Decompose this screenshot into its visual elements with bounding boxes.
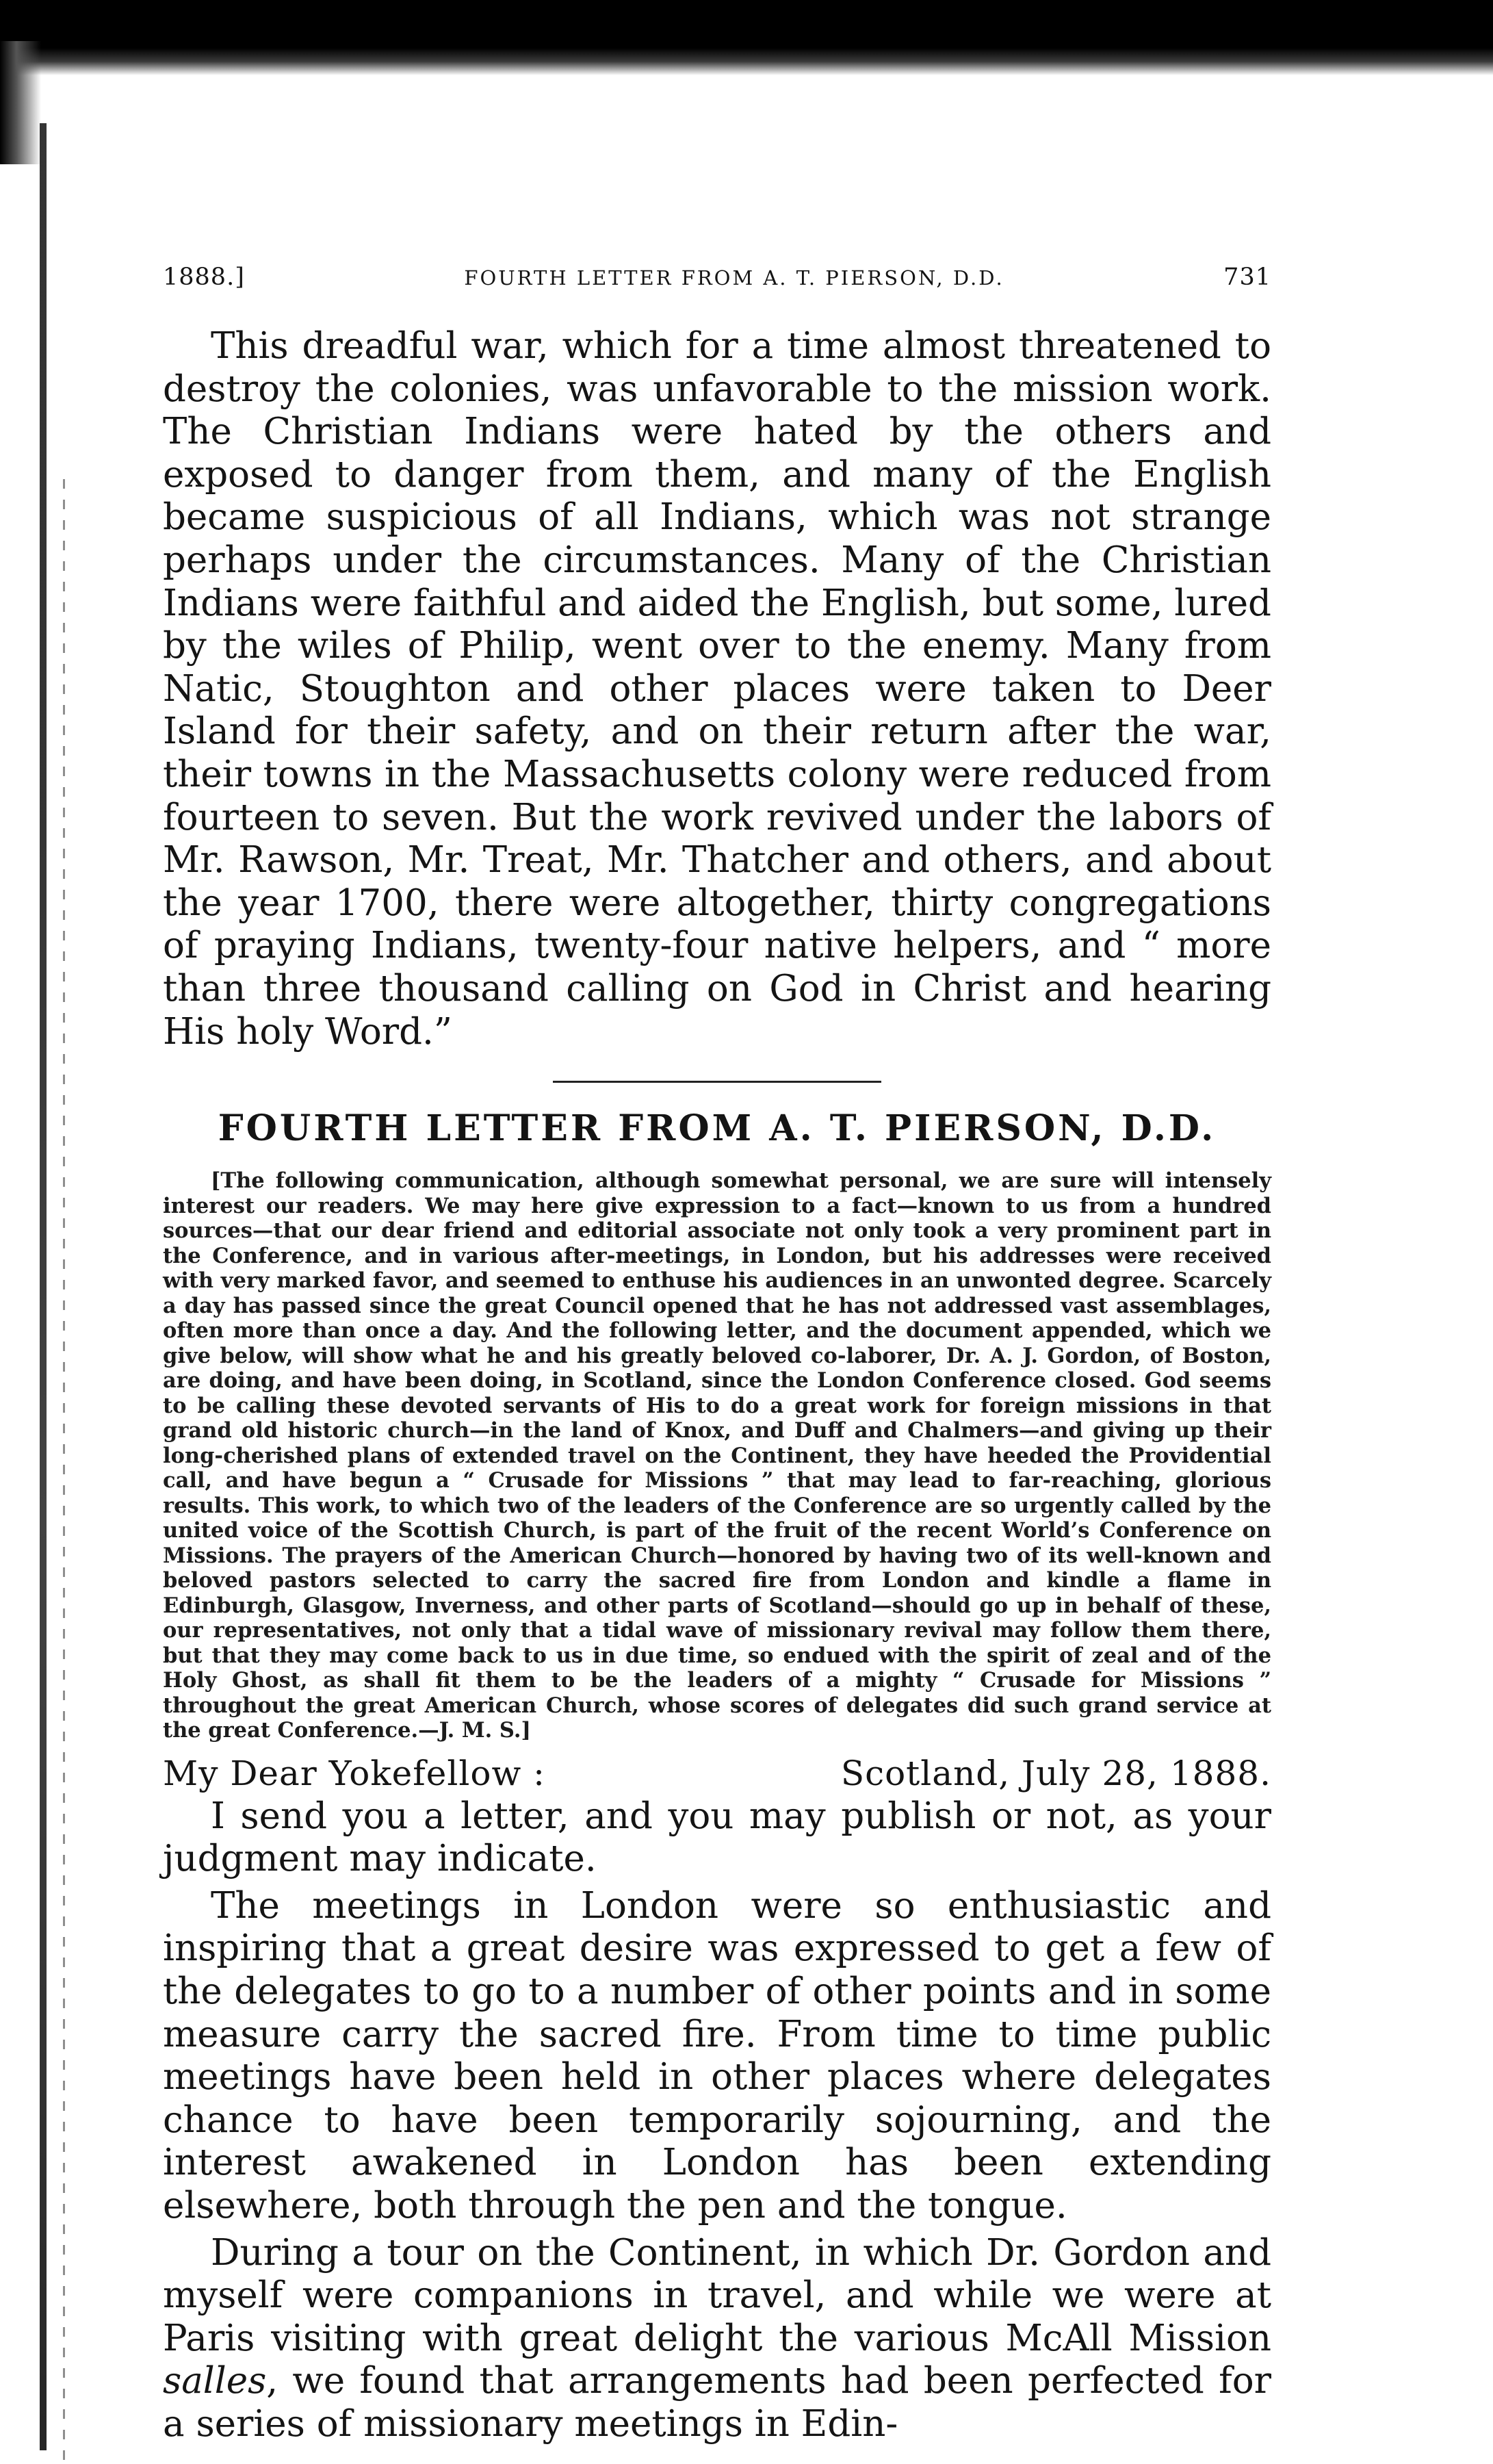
letter-paragraph-3 xyxy=(163,2232,1271,2446)
section-divider xyxy=(553,1081,881,1083)
paragraph-war: This dreadful war, which for a time almost threatened to destroy the colonies, was unfavorable to the mission work. The Christian Indians were hated by the others and exposed to danger from them, and many of the English became suspicious of all Indians, which was not strange perhaps under the circumstances. Many of the Christian Indians were faithful and aided the English, but some, lured by the wiles of Philip, went over to the enemy. Many from Natic, Stoughton and other places were taken to Deer Island for their safety, and on their return after the war, their towns in the Massachusetts colony were reduced from fourteen to seven. But the work revived under the labors of Mr. Rawson, Mr. Treat, Mr. Thatcher and others, and about the year 1700, there were altogether, thirty congregations of praying Indians, twenty-four native helpers, and “ more than three thousand calling on God in Christ and hearing His holy Word.” xyxy=(163,325,1271,1053)
page-content xyxy=(163,264,1271,2446)
letter-paragraph-2: The meetings in London were so enthusiastic and inspiring that a great desire was expressed to get a few of the delegates to go to a number of other points and in some measure carry the sacred fire. From time to time public meetings have been held in other places where delegates chance to have been temporarily sojourning, and the interest awakened in London has been extending elsewhere, both through the pen and the tongue. xyxy=(163,1884,1271,2226)
letter-paragraph-1: I send you a letter, and you may publish or not, as your judgment may indicate. xyxy=(163,1795,1271,1880)
scan-left-border xyxy=(40,123,47,2450)
letter-paragraph-3-italic: salles xyxy=(163,2360,267,2402)
letter-paragraph-3-end: , we found that arrangements had been perfected for a series of missionary meetings in Edin- xyxy=(163,2360,1271,2445)
letter-salutation-line xyxy=(163,1751,1271,1795)
letter-paragraph-3-start: During a tour on the Continent, in which Dr. Gordon and myself were companions in travel, and while we were at Paris visiting with great delight the various McAll Mission xyxy=(163,2231,1271,2359)
letter-place-date: Scotland, July 28, 1888. xyxy=(840,1753,1271,1793)
section-heading: FOURTH LETTER FROM A. T. PIERSON, D.D. xyxy=(218,1107,1217,1150)
letter-salutation: My Dear Yokefellow : xyxy=(163,1753,545,1793)
running-header xyxy=(163,264,1271,305)
scan-top-border xyxy=(0,0,1493,75)
scan-corner-shadow xyxy=(0,41,41,164)
scan-binding-marks xyxy=(63,479,65,2464)
header-title: FOURTH LETTER FROM A. T. PIERSON, D.D. xyxy=(464,266,1004,290)
page-number: 731 xyxy=(1223,264,1271,291)
header-year: 1888.] xyxy=(163,264,245,291)
editorial-note: [The following communication, although somewhat personal, we are sure will intensely interest our readers. We may here give expression to a fact—known to us from a hundred sources—that our dear friend and editorial associate not only took a very prominent part in the Conference, and in various after-meetings, in London, but his addresses were received with very marked favor, and seemed to enthuse his audiences in an unwonted degree. Scarcely a day has passed since the great Council opened that he has not addressed vast assemblages, often more than once a day. And the following letter, and the document appended, which we give below, will show what he and his greatly beloved co-laborer, Dr. A. J. Gordon, of Boston, are doing, and have been doing, in Scotland, since the London Conference closed. God seems to be calling these devoted servants of His to do a great work for foreign missions in that grand old historic church—in the land of Knox, and Duff and Chalmers—and giving up their long-cherished plans of extended travel on the Continent, they have heeded the Providential call, and have begun a “ Crusade for Missions ” that may lead to far-reaching, glorious results. This work, to which two of the leaders of the Conference are so urgently called by the united voice of the Scottish Church, is part of the fruit of the recent World’s Conference on Missions. The prayers of the American Church—honored by having two of its well-known and beloved pastors selected to carry the sacred fire from London and kindle a flame in Edinburgh, Glasgow, Inverness, and other parts of Scotland—should go up in behalf of these, our representatives, not only that a tidal wave of missionary revival may follow them there, but that they may come back to us in due time, so endued with the spirit of zeal and of the Holy Ghost, as shall fit them to be the leaders of a mighty “ Crusade for Missions ” throughout the great American Church, whose scores of delegates did such grand service at the great Conference.—J. M. S.] xyxy=(163,1168,1271,1743)
